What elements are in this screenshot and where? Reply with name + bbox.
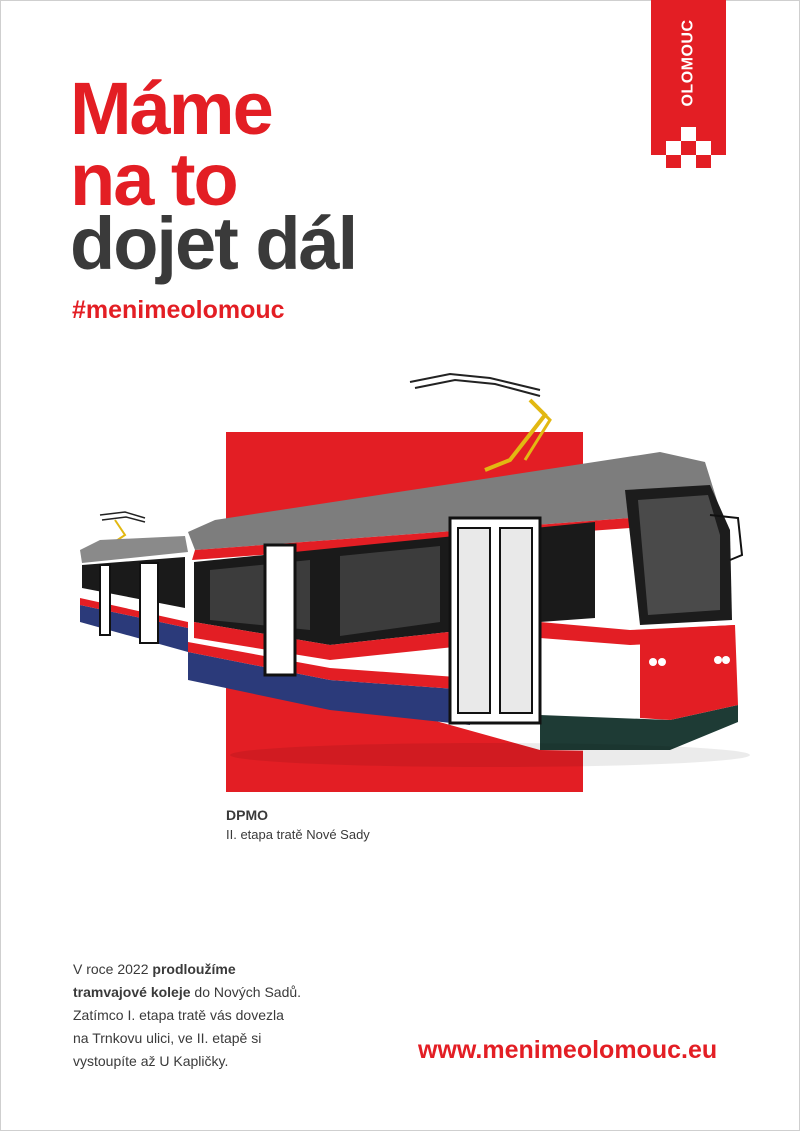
headline-line-1: Máme <box>70 67 272 150</box>
logo-checker-icon <box>651 0 726 168</box>
body-text-2: do Nových Sadů. Zatímco I. etapa tratě vás dovezla na Trnkovu ulici, ve II. etapě si vystoupíte až U Kapličky. <box>73 984 302 1069</box>
tram-illustration <box>70 360 770 860</box>
logo-text: OLOMOUC <box>679 18 697 107</box>
body-text-bold: prodloužíme tramvajové koleje <box>73 961 236 1000</box>
website-link[interactable]: www.menimeolomouc.eu <box>418 1036 718 1064</box>
olomouc-logo <box>651 0 726 168</box>
body-text-1: V roce 2022 <box>73 961 153 977</box>
caption-subtitle: II. etapa tratě Nové Sady <box>226 827 370 842</box>
hashtag: #menimeolomouc <box>72 296 285 324</box>
body-paragraph <box>73 958 303 1073</box>
headline-line-2: na to <box>70 138 237 221</box>
image-caption <box>226 806 370 844</box>
headline-line-3: dojet dál <box>70 202 357 285</box>
caption-title: DPMO <box>226 807 268 823</box>
